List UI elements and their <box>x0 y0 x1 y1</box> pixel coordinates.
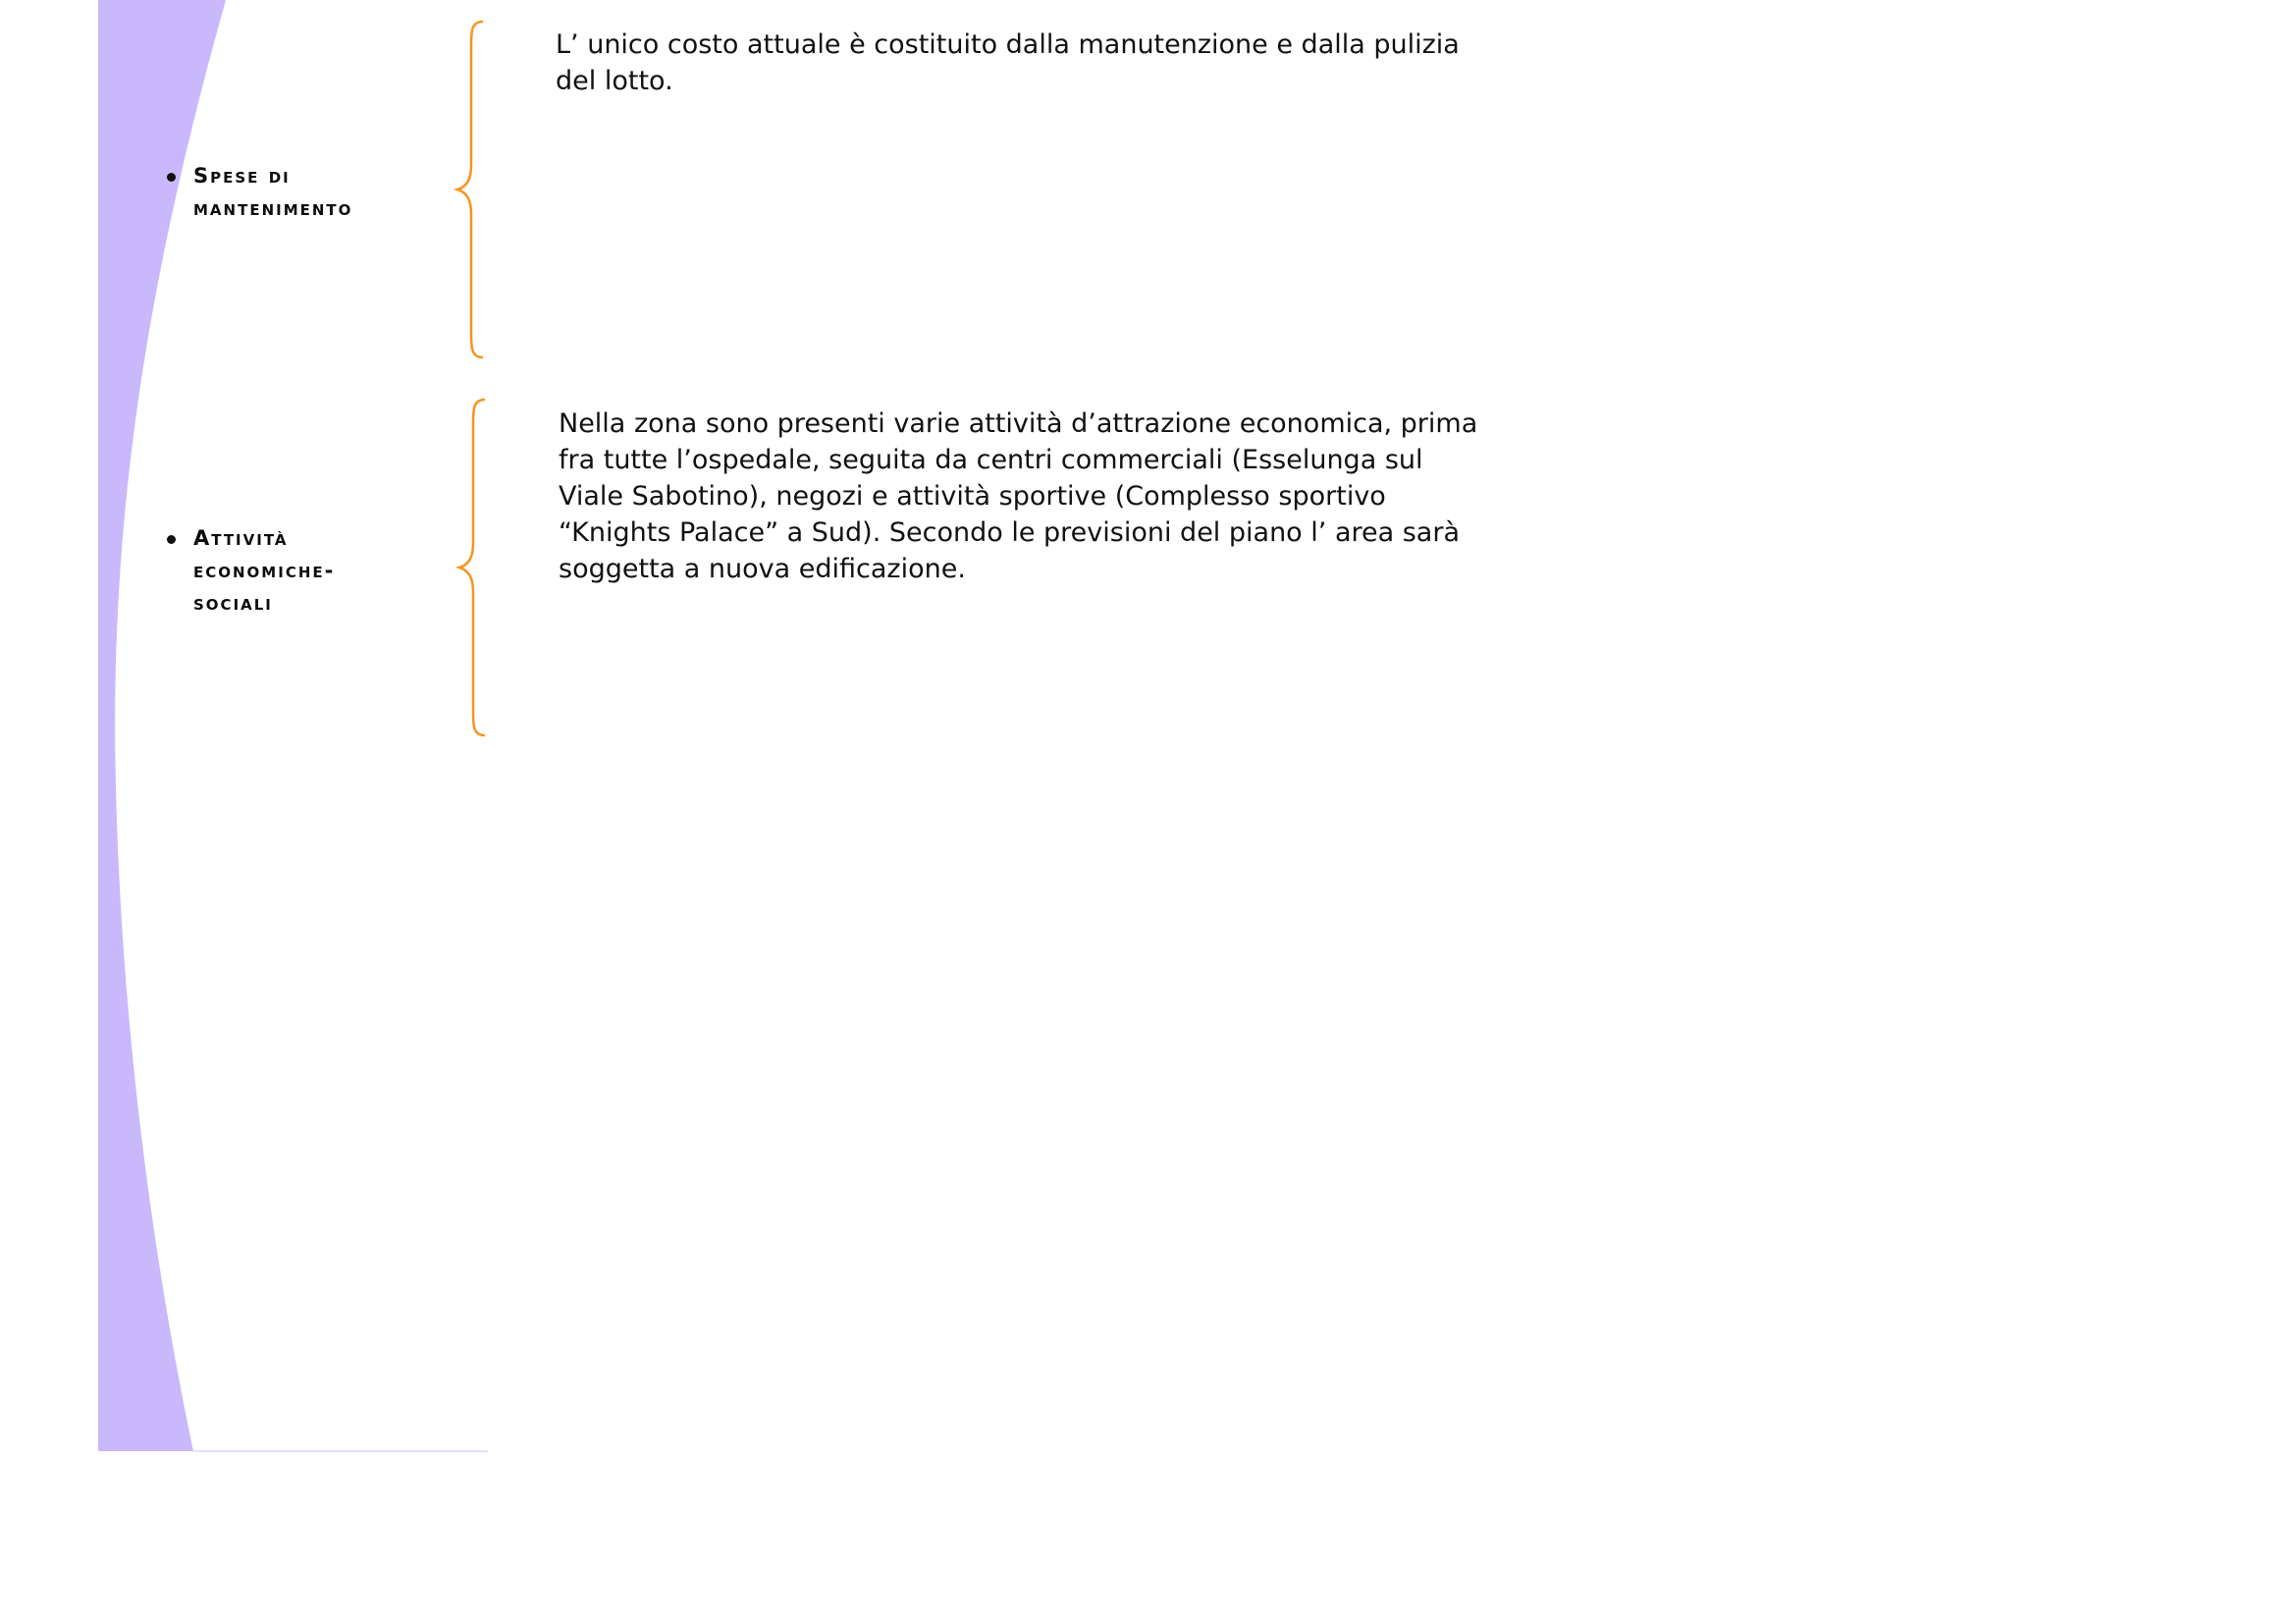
brace-2 <box>459 400 485 735</box>
list-item-spese <box>167 160 422 225</box>
label-spese-di-mantenimento: Spese di mantenimento <box>193 164 353 220</box>
description-attivita: Nella zona sono presenti varie attività d’attrazione economica, prima fra tutte l’ospedale, seguita da centri commerciali (Esselunga sul Viale Sabotino), negozi e attività sportive (Complesso sportivo “Knights Palace” a Sud). Secondo le previsioni del piano l’ area sarà soggetta a nuova edificazione. <box>559 408 1478 584</box>
label-attivita-economiche-sociali: Attività economiche-sociali <box>193 526 336 615</box>
description-spese: L’ unico costo attuale è costituito dalla manutenzione e dalla pulizia del lotto. <box>556 29 1460 96</box>
brace-1 <box>457 22 483 357</box>
bullet-dot <box>167 173 176 182</box>
list-item-attivita <box>167 522 412 620</box>
bullet-dot <box>167 535 176 544</box>
